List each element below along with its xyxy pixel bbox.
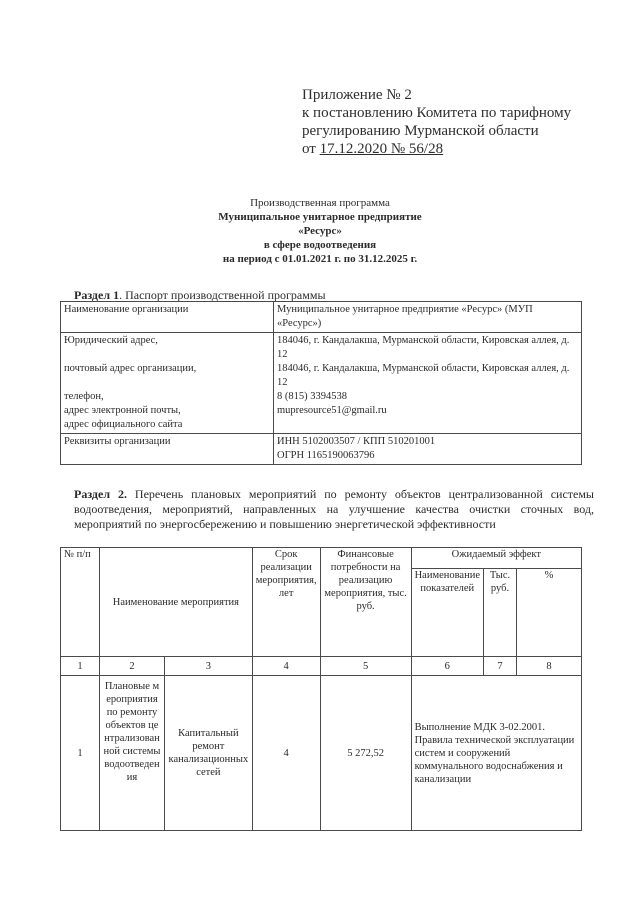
header-num: № п/п [61,548,100,657]
passport-value: 184046, г. Кандалакша, Мурманской области, Кировская аллея, д. 12 [277,363,570,388]
passport-value: Муниципальное унитарное предприятие «Ресурс» (МУП «Ресурс») [274,302,582,333]
header-finance: Финансовые потребности на реализацию мероприятия, тыс. руб. [320,548,411,657]
heading-line-2: Муниципальное унитарное предприятие [218,211,422,223]
section-2-title [74,487,594,532]
table-row [61,434,582,465]
column-number: 1 [61,657,100,676]
section-1-number: Раздел 1 [74,288,120,302]
passport-value: 8 (815) 3394538 [277,391,347,402]
heading-line-3: «Ресурс» [298,225,342,237]
heading-line-4: в сфере водоотведения [263,239,377,251]
measures-table [60,547,582,831]
section-1-text: . Паспорт производственной программы [119,288,326,302]
passport-value: 184046, г. Кандалакша, Мурманской области, Кировская аллея, д. 12 [277,335,570,360]
passport-label: Юридический адрес, [64,335,158,346]
table-row [61,333,582,434]
header-effect-thous: Тыс. руб. [484,569,517,657]
header-effect: Ожидаемый эффект [411,548,581,569]
section-2-text: Перечень плановых мероприятий по ремонту объектов централизованной системы водоотведения, мероприятий, направленных на улучшение качества очистки сточных вод, мероприятий по энергосбережению и повышению энергетической эффективности [74,487,594,531]
appendix-line-1: Приложение № 2 [302,87,412,103]
passport-label: почтовый адрес организации, [64,363,197,374]
passport-value: ОГРН 1165190063796 [277,450,375,461]
passport-label: адрес электронной почты, [64,405,181,416]
row-category: Плановые мероприятия по ремонту объектов централизованной системы водоотведения [100,676,165,831]
table-row [61,302,582,333]
column-number: 2 [100,657,165,676]
passport-label: Наименование организации [61,302,274,333]
header-term: Срок реализации мероприятия, лет [252,548,320,657]
passport-value: ИНН 5102003507 / КПП 510201001 [277,436,436,447]
header-name: Наименование мероприятия [100,548,253,657]
appendix-line-2: к постановлению Комитета по тарифному [302,105,572,121]
row-finance: 5 272,52 [320,676,411,831]
passport-value-cell [274,333,582,434]
row-effect-name: Выполнение МДК 3-02.2001. Правила технической эксплуатации систем и сооружений коммунального водоснабжения и канализации [411,676,581,831]
header-effect-pct: % [517,569,582,657]
passport-label: телефон, [64,391,104,402]
column-numbers-row [61,657,582,676]
passport-label: Реквизиты организации [61,434,274,465]
passport-label-cell [61,333,274,434]
row-name: Капитальный ремонт канализационных сетей [165,676,253,831]
column-number: 5 [320,657,411,676]
section-2-number: Раздел 2. [74,487,127,501]
row-term: 4 [252,676,320,831]
heading-line-5: на период с 01.01.2021 г. по 31.12.2025 г. [222,253,418,265]
header-effect-name: Наименование показателей [411,569,483,657]
column-number: 8 [517,657,582,676]
appendix-line-3: регулированию Мурманской области [302,123,539,139]
column-number: 3 [165,657,253,676]
heading-line-1: Производственная программа [250,197,390,209]
table-row [61,676,582,831]
column-number: 7 [484,657,517,676]
passport-label: адрес официального сайта [64,419,183,430]
table-header-row [61,548,582,569]
passport-value-cell [274,434,582,465]
appendix-prefix: от [302,141,320,157]
program-heading [170,196,470,266]
appendix-line-4 [302,140,622,158]
column-number: 6 [411,657,483,676]
passport-value [277,418,578,432]
passport-table [60,301,582,465]
appendix-date: 17.12.2020 № 56/28 [319,141,444,157]
passport-value: mupresource51@gmail.ru [277,405,387,416]
appendix-block [302,86,622,158]
row-num: 1 [61,676,100,831]
column-number: 4 [252,657,320,676]
